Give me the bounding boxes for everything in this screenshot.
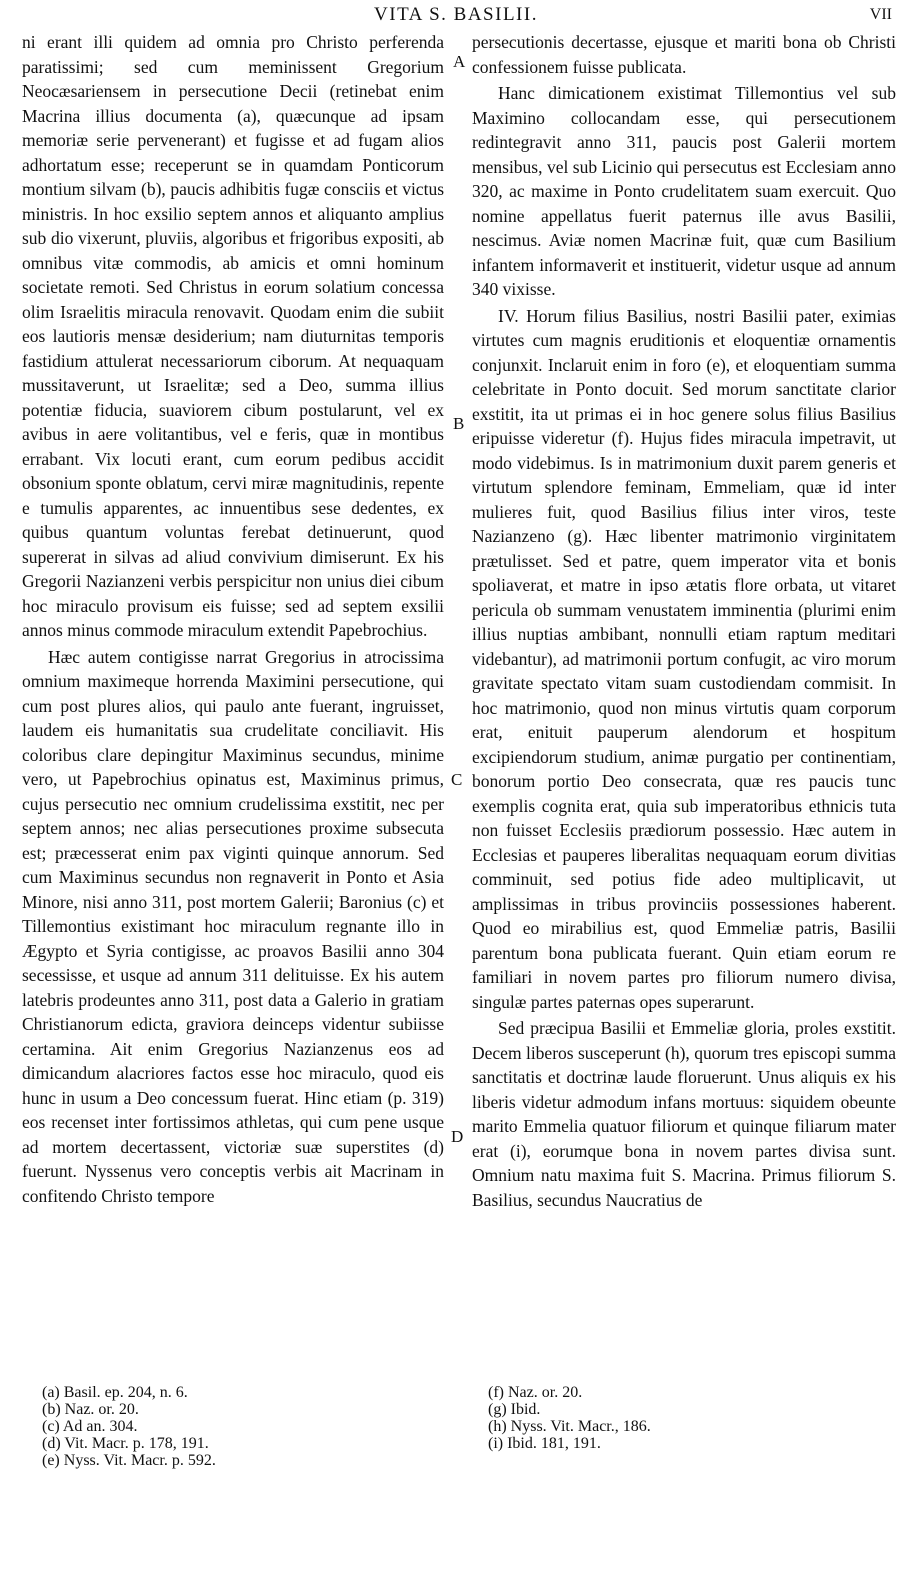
margin-marker-c: C — [451, 770, 463, 789]
footnote-d: (d) Vit. Macr. p. 178, 191. — [42, 1435, 209, 1452]
right-column — [472, 30, 896, 1212]
right-paragraph-3: IV. Horum filius Basilius, nostri Basilii pater, eximias virtutes cum magnis eruditionis et eloquentiæ ornamentis conjunxit. Inclaruit enim in foro (e), et eloquentiam summa celebritate in Ponto docuit. Sed morum sanctitate clarior exstitit, ita ut primas ei in hoc genere solus filius Basilius eripuisse videretur (f). Hujus fides miracula impetravit, ut modo videbimus. Is in matrimonium duxit parem generis et virtutum splendore feminam, Emmeliam, quæ id inter mulieres fuit, quod Basilius filius inter viros, teste Nazianzeno (g). Hæc libenter matrimonio virginitatem prætulisset. Sed et patre, quem imperator vita et bonis spoliaverat, et matre in ipso ætatis flore orbata, ut vitaret pericula ob summam venustatem imminentia (plurimi enim illius nuptias ambibant, nonnulli etiam raptum meditari videbantur), ad matrimonii portum confugit, ac viro morum gravitate spectato vitam suam custodiendam commisit. In hoc matrimonio, quod non minus virtutis quam corporum erat, enituit pauperum alendorum et hospitum excipiendorum studium, animæ purgatio per continentiam, bonorum portio Deo consecrata, quæ res paucis tunc exemplis cognita erat, quia sub imperatoribus ethnicis tuta non fuisset Ecclesiis prædiorum possessio. Hæc autem in Ecclesias et pauperes liberalitas nequaquam eorum divitias comminuit, sed potius fide adeo multiplicavit, ut amplissimas in tribus provinciis possessiones haberent. Quod eo mirabilius est, quod Emmeliæ patris, Basilii parentum bona publicata fuerant. Quin etiam eorum re familiari in novem partes pro filiorum numero divisa, singulæ partes paternas opes superarunt. — [472, 305, 896, 1012]
footnote-h: (h) Nyss. Vit. Macr., 186. — [488, 1418, 651, 1435]
margin-marker-a: A — [453, 52, 466, 71]
footnote-i: (i) Ibid. 181, 191. — [488, 1435, 601, 1452]
left-column — [22, 30, 444, 1208]
right-paragraph-1: persecutionis decertasse, ejusque et mariti bona ob Christi confessionem fuisse publicata. — [472, 32, 896, 77]
page-number: VII — [869, 6, 892, 23]
footnotes-right — [488, 1384, 651, 1452]
left-paragraph-1: ni erant illi quidem ad omnia pro Christo perferenda paratissimi; sed cum meminissent Gregorium Neocæsariensem in persecutione Decii (retinebat enim Macrina illius documenta (a), quæcunque ad ipsam memoriæ serie pervenerant) et fugisse et ad fugam alios adhortatum esse; receperunt se in quamdam Ponticorum montium silvam (b), paucis adhibitis fugæ consciis et victus ministris. In hoc exsilio septem annos et aliquanto amplius sub dio vixerunt, pluviis, algoribus et frigoribus expositi, ab omnibus vitæ commodis, ab amicis et omni hominum societate remoti. Sed Christus in eorum solatium concessa olim Israelitis miracula renovavit. Quodam enim die subiit eos lautioris mensæ desiderium; nam diuturnitas temporis fastidium attulerat necessariorum ciborum. At nequaquam mussitaverunt, ut Israelitæ; sed a Deo, summa illius potentiæ fiducia, suaviorem cibum postularunt, vel ex avibus in aere volitantibus, vel e feris, quæ in montibus errabant. Vix locuti erant, cum eorum pedibus accidit obsonium sponte oblatum, cervi miræ magnitudinis, repente e tumulis apparentes, ac innuentibus sese dedentes, ex quibus quantum voluntas ferebat detinuerunt, quod supererat in silvas ad aliud convivium dimiserunt. Ex his Gregorii Nazianzeni verbis perspicitur non unius diei cibum hoc miraculo provisum eis fuisse; sed ad septem exsilii annos minus commode miraculum extendit Papebrochius. — [22, 32, 444, 640]
footnotes-left — [42, 1384, 216, 1469]
margin-marker-b: B — [453, 414, 465, 433]
footnote-f: (f) Naz. or. 20. — [488, 1384, 583, 1401]
margin-marker-d: D — [451, 1127, 464, 1146]
footnote-c: (c) Ad an. 304. — [42, 1418, 138, 1435]
right-paragraph-2: Hanc dimicationem existimat Tillemontius vel sub Maximino collocandam esse, qui persecutionem redintegravit anno 311, paucis post Galerii mortem mensibus, vel sub Licinio qui persecutus est Ecclesiam anno 320, ac maxime in Ponto crudelitatem suam exercuit. Quo nomine appellatus fuerit paternus ille avus Basilii, nescimus. Aviæ nomen Macrinæ fuit, quæ cum Basilium infantem informaverit et instituerit, videtur usque ad annum 340 vixisse. — [472, 83, 896, 299]
right-paragraph-4: Sed præcipua Basilii et Emmeliæ gloria, proles exstitit. Decem liberos susceperunt (h), quorum tres episcopi summa sanctitatis et doctrinæ laude floruerunt. Unus aliquis ex his liberis videtur admodum infans mortuus: siquidem obeunte marito Emmelia quatuor filiorum et quinque filiarum mater erat (i), eorumque bona in novem partes divisa sunt. Omnium natu maxima fuit S. Macrina. Primus filiorum S. Basilius, secundus Naucratius de — [472, 1018, 896, 1210]
footnote-b: (b) Naz. or. 20. — [42, 1401, 139, 1418]
footnote-g: (g) Ibid. — [488, 1401, 541, 1418]
left-paragraph-2: Hæc autem contigisse narrat Gregorius in atrocissima omnium maximeque horrenda Maximini persecutione, qui cum post plures alios, qui paulo ante fuerant, ingruisset, laudem eis humanitatis sua crudelitate conciliavit. His coloribus clare depingitur Maximinus secundus, minime vero, ut Papebrochius opinatus est, Maximinus primus, cujus persecutio nec omnium crudelissima exstitit, nec per septem annos; nec alias persecutiones proxime subsecuta est; præcesserat enim pax viginti quinque annorum. Sed cum Maximinus secundus non regnaverit in Ponto et Asia Minore, nisi anno 311, post mortem Galerii; Baronius (c) et Tillemontius existimant hoc miraculum regnante illo in Ægypto et Syria contigisse, ac proavos Basilii anno 304 secessisse, et usque ad annum 311 delituisse. Ex his autem latebris prodeuntes anno 311, post data a Galerio in gratiam Christianorum edicta, graviora deinceps videntur subiisse certamina. Ait enim Gregorius Nazianzenus eos ad dimicandum alacriores factos esse hoc miraculo, quod eis hunc in usum a Deo concessum fuerat. Hinc etiam (p. 319) eos recenset inter fortissimos athletas, qui cum pene usque ad mortem decertassent, victoriæ suæ superstites (d) fuerunt. Nyssenus vero conceptis verbis ait Macrinam in confitendo Christo tempore — [22, 646, 444, 1206]
running-title: VITA S. BASILII. — [374, 4, 538, 25]
footnote-e: (e) Nyss. Vit. Macr. p. 592. — [42, 1452, 216, 1469]
footnote-a: (a) Basil. ep. 204, n. 6. — [42, 1384, 188, 1401]
